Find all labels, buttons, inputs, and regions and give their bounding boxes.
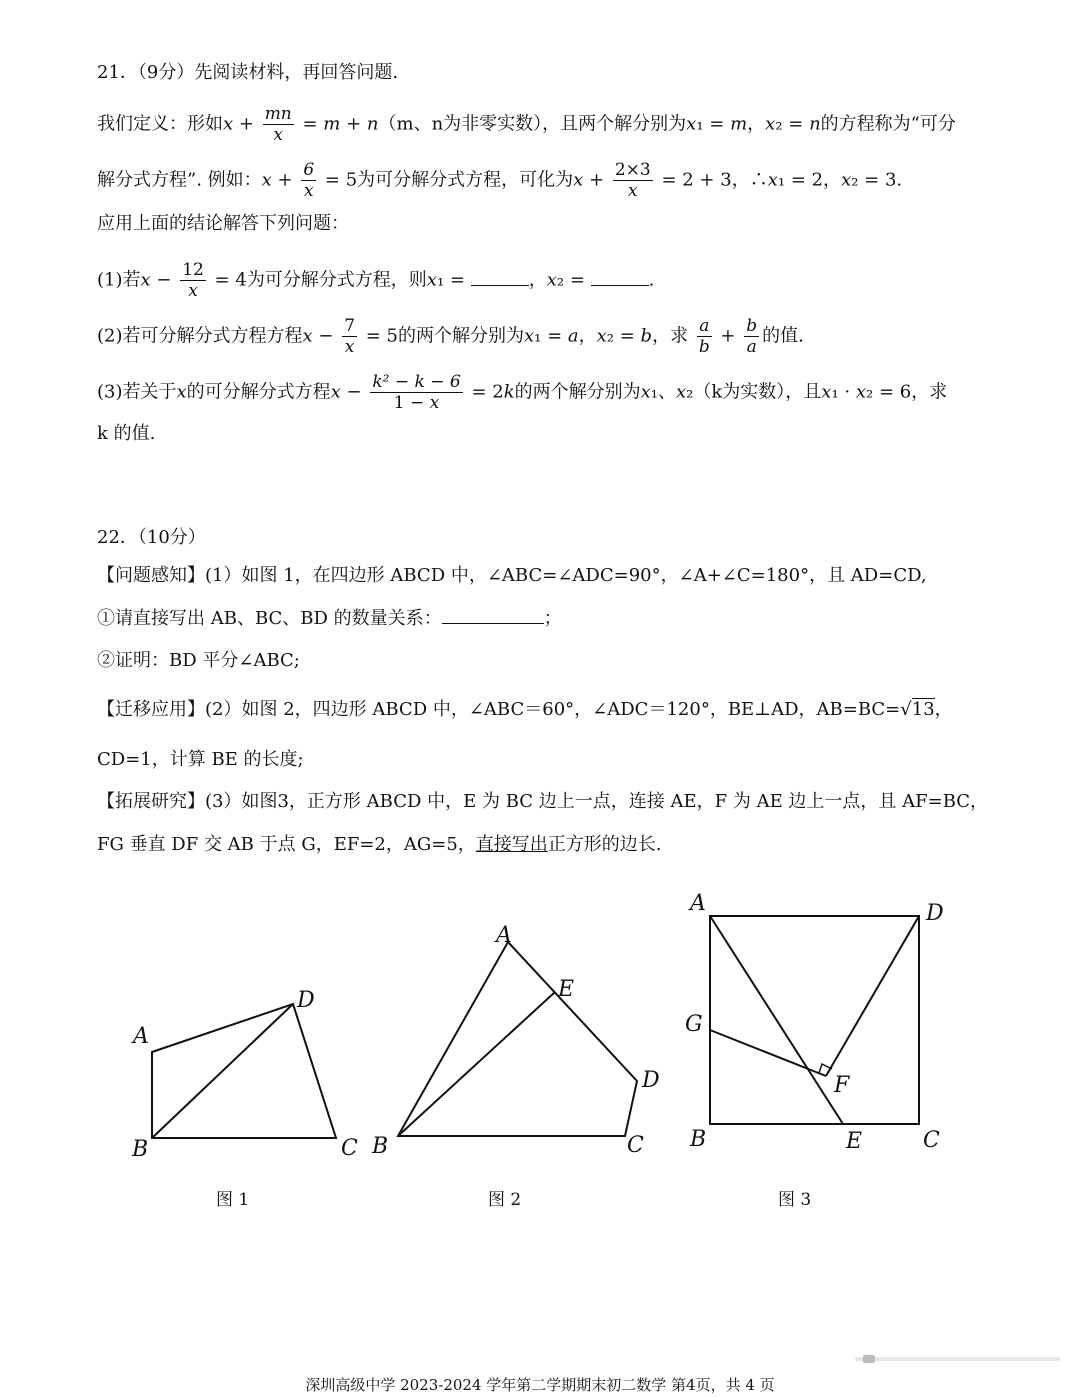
segment-be: [398, 992, 555, 1136]
diagonal-bd-1: [152, 1004, 293, 1138]
answer-blank-x1[interactable]: [471, 284, 529, 286]
figures-panel: [0, 880, 1080, 1240]
label-c-fig3: C: [923, 1128, 940, 1153]
label-b-fig1: B: [132, 1137, 149, 1162]
label-d-fig3: D: [926, 901, 944, 926]
label-a-fig3: A: [690, 891, 706, 916]
label-d-fig1: D: [297, 988, 315, 1013]
segment-fg: [710, 1030, 826, 1076]
label-a-fig2: A: [496, 923, 512, 948]
q21-part3: (3)若关于x的可分解分式方程x − $\frac{\text{k² − k − 6}}{1 - x}$ = 2k的两个解分别为x₁、x₂（k为实数），且x₁ · x₂ = 6，求: [97, 372, 948, 413]
label-e-fig3: E: [846, 1129, 863, 1154]
figure-3: [710, 916, 919, 1124]
scroll-indicator-icon: [855, 1354, 1060, 1364]
caption-fig2: 图 2: [488, 1190, 522, 1210]
figure-2: [398, 942, 637, 1136]
label-a-fig1: A: [133, 1024, 149, 1049]
quadrilateral-abcd-2: [398, 942, 637, 1136]
caption-fig1: 图 1: [216, 1190, 250, 1210]
answer-blank-x2[interactable]: [591, 284, 649, 286]
caption-fig3: 图 3: [778, 1190, 812, 1210]
q21-heading: 21．（9分）先阅读材料，再回答问题.: [97, 62, 399, 83]
answer-blank-relation[interactable]: [442, 622, 544, 624]
label-d-fig2: D: [642, 1068, 660, 1093]
segment-ae: [710, 916, 843, 1124]
q22-line6: 【拓展研究】(3）如图3，正方形 ABCD 中，E 为 BC 边上一点，连接 AE，F 为 AE 边上一点，且 AF=BC，: [97, 791, 989, 812]
q21-part1: (1)若x − $\frac{12}{x}$ = 4为可分解分式方程，则x₁ = ，x₂ = .: [97, 260, 655, 301]
quadrilateral-abcd-1: [152, 1004, 336, 1138]
label-c-fig2: C: [627, 1133, 644, 1158]
label-g-fig3: G: [685, 1012, 703, 1037]
label-e-fig2: E: [558, 977, 575, 1002]
label-b-fig3: B: [690, 1127, 707, 1152]
q21-example: 解分式方程”. 例如：x + $\frac{6}{x}$ = 5为可分解分式方程，可化为x + $\frac{2\times 3}{x}$ = 2 + 3，∴x₁ = 2，x₂ = 3.: [97, 160, 903, 201]
fraction-mn-over-x: $\frac{mn}{x}$: [264, 104, 292, 145]
page-footer: 深圳高级中学 2023-2024 学年第二学期期末初二数学 第4页，共 4 页: [305, 1376, 775, 1394]
q22-line2: ①请直接写出 AB、BC、BD 的数量关系： ；: [97, 608, 562, 629]
q21-definition: 我们定义：形如x + $\frac{mn}{x}$ = m + n（m、n为非零实数），且两个解分别为x₁ = m，x₂ = n的方程称为“可分: [97, 104, 956, 145]
q21-part3-cont: k 的值.: [97, 423, 156, 444]
q22-line5: CD=1，计算 BE 的长度;: [97, 749, 304, 770]
label-f-fig3: F: [834, 1073, 850, 1098]
q22-line3: ②证明：BD 平分∠ABC;: [97, 650, 300, 671]
right-angle-mark: [819, 1064, 832, 1073]
q22-line4: 【迁移应用】(2）如图 2，四边形 ABCD 中，∠ABC＝60°，∠ADC＝120°，BE⊥AD，AB=BC=√13，: [97, 699, 953, 720]
segment-df: [826, 916, 919, 1076]
q21-part2: (2)若可分解分式方程方程x − $\frac{7}{x}$ = 5的两个解分别为x₁ = a，x₂ = b，求 $\frac{a}{b}$ + $\frac{b}{a}$ 的值.: [97, 316, 804, 357]
q22-heading: 22．（10分）: [97, 527, 206, 548]
q22-line1: 【问题感知】(1）如图 1，在四边形 ABCD 中，∠ABC=∠ADC=90°，∠A+∠C=180°，且 AD=CD,: [97, 565, 927, 586]
q21-apply: 应用上面的结论解答下列问题：: [97, 213, 349, 234]
square-abcd: [710, 916, 919, 1124]
label-c-fig1: C: [341, 1136, 358, 1161]
figure-1: [152, 1004, 336, 1138]
q22-line7: FG 垂直 DF 交 AB 于点 G，EF=2，AG=5，直接写出正方形的边长.: [97, 834, 662, 855]
label-b-fig2: B: [372, 1134, 389, 1159]
